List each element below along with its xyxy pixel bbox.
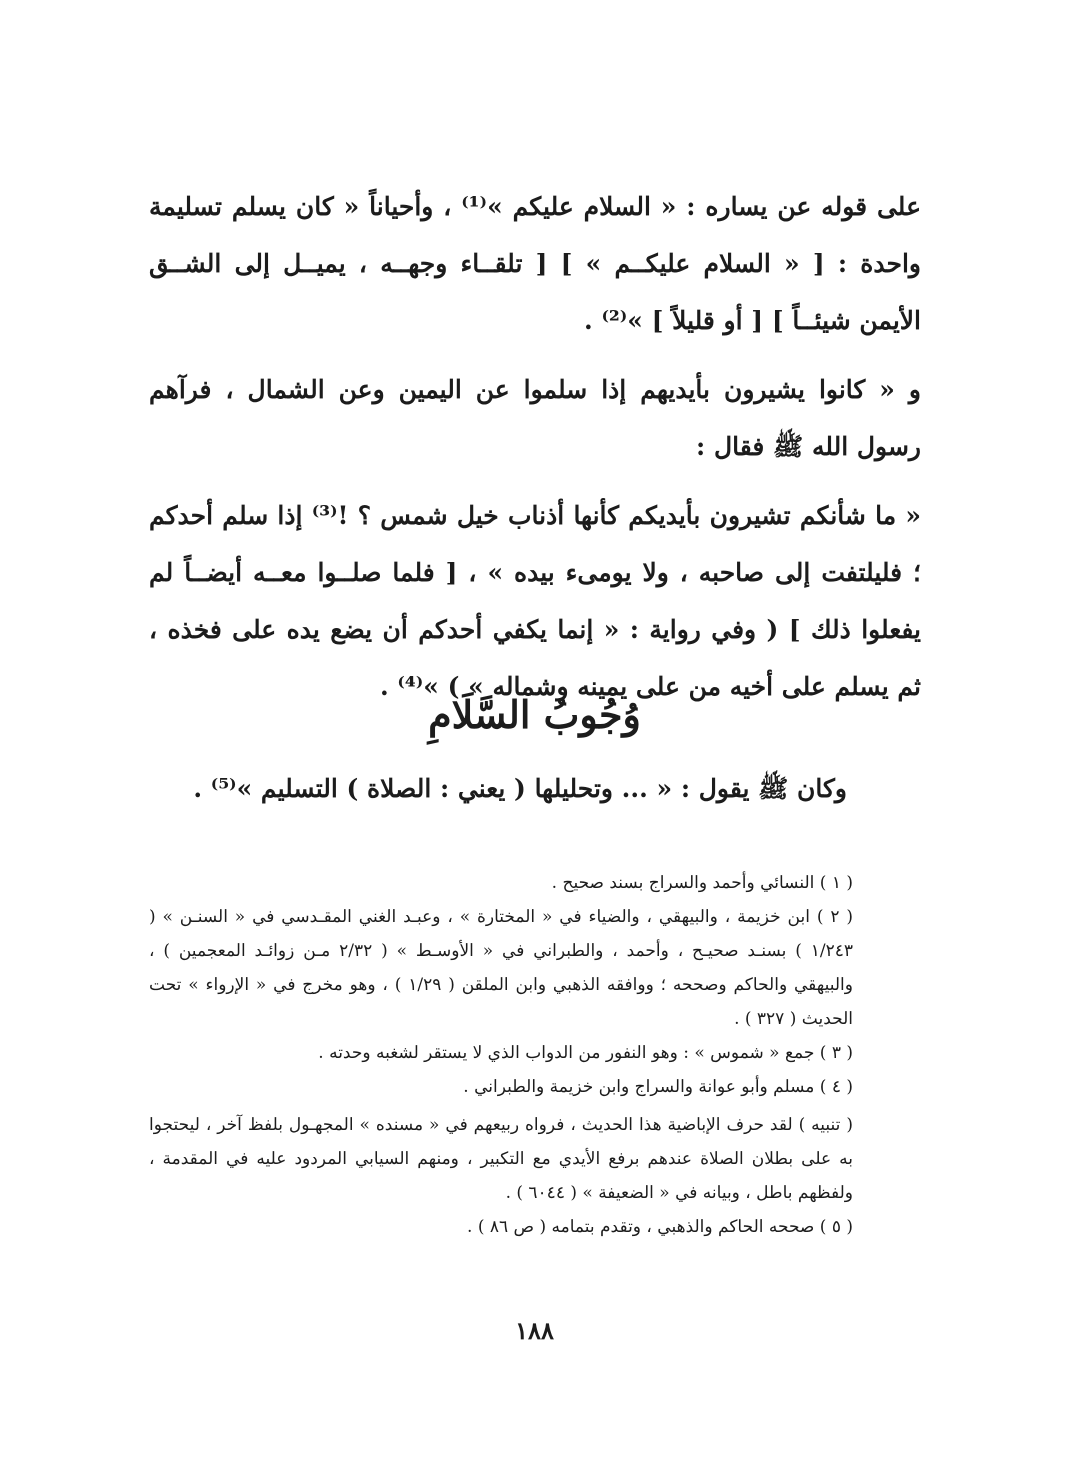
paragraph-taslim: على قوله عن يساره : « السلام عليكم »⁽¹⁾ ، وأحياناً « كان يسلم تسليمة واحدة : [ « السلام عليكــم » ] [ تلقــاء وجهــه ، يميــل إلى الشــق الأيمن شيئــاً ] [ أو قليلاً ] »⁽²⁾ .: [149, 192, 921, 335]
footnote-2: ( ٢ ) ابن خزيمة ، والبيهقي ، والضياء في « المختارة » ، وعبـد الغني المقـدسي في « السنـن » ( ١/٢٤٣ ) بسنـد صحيـح ، وأحمد ، والطبراني في « الأوسـط » ( ٢/٣٢ مـن زوائـد المعجمين ) ، والبيهقي والحاكم وصححه ؛ ووافقه الذهبي وابن الملقن ( ١/٢٩ ) ، وهو مخرج في « الإرواء » تحت الحديث ( ٣٢٧ ) .: [149, 907, 853, 1029]
footnote-3: ( ٣ ) جمع « شموس » : وهو النفور من الدواب الذي لا يستقر لشغبه وحدته .: [318, 1043, 853, 1063]
footnote-5: ( ٥ ) صححه الحاكم والذهبي ، وتقدم بتمامه ( ص ٨٦ ) .: [467, 1217, 853, 1237]
footnote-4: ( ٤ ) مسلم وأبو عوانة والسراج وابن خزيمة والطبراني .: [463, 1077, 853, 1097]
section-heading: وُجُوبُ السَّلَامِ: [428, 692, 641, 737]
paragraph-tahlil: وكان ﷺ يقول : « ... وتحليلها ( يعني : الصلاة ) التسليم »⁽⁵⁾ .: [193, 774, 847, 803]
footnotes: [149, 866, 921, 1244]
paragraph-pointing: و « كانوا يشيرون بأيديهم إذا سلموا عن اليمين وعن الشمال ، فرآهم رسول الله ﷺ فقال :: [149, 375, 921, 461]
main-text: [149, 178, 921, 727]
footnote-1: ( ١ ) النسائي وأحمد والسراج بسند صحيح .: [551, 873, 853, 893]
paragraph-hadith: « ما شأنكم تشيرون بأيديكم كأنها أذناب خيل شمس ؟ !⁽³⁾ إذا سلم أحدكم ؛ فليلتفت إلى صاحبه ، ولا يومىء بيده » ، [ فلما صلــوا معــه أيضــاً لم يفعلوا ذلك ] ( وفي رواية : « إنما يكفي أحدكم أن يضع يده على فخذه ، ثم يسلم على أخيه من على يمينه وشماله » ) »⁽⁴⁾ .: [149, 501, 921, 701]
page-number: ١٨٨: [515, 1316, 554, 1345]
footnote-note: ( تنبيه ) لقد حرف الإباضية هذا الحديث ، فرواه ربيعهم في « مسنده » المجهـول بلفظ آخر ، ليحتجوا به على بطلان الصلاة عندهم برفع الأيدي مع التكبير ، ومنهم السيابي المردود عليه في المقدمة ، ولفظهم باطل ، وبيانه في « الضعيفة » ( ٦٠٤٤ ) .: [149, 1115, 853, 1203]
